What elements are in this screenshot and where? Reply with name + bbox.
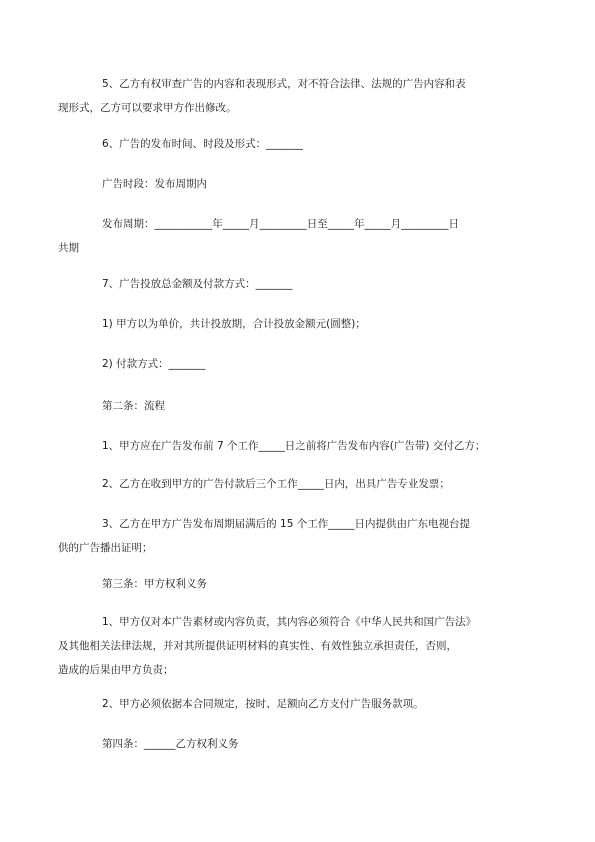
payment-method-paragraph (80, 352, 525, 376)
text-line: 2、甲方必须依据本合同规定，按时、足额向乙方支付广告服务款项。 (102, 698, 424, 710)
article-2-item-3 (58, 512, 525, 560)
text-line: 现形式，乙方可以要求甲方作出修改。 (58, 102, 237, 114)
text-line: 第四条：______乙方权利义务 (102, 738, 239, 750)
article-3-item-2 (80, 692, 525, 716)
text-line: 第三条：甲方权利义务 (102, 578, 207, 590)
text-line: 1、甲方应在广告发布前 7 个工作_____日之前将广告发布内容(广告带) 交付乙方； (102, 440, 486, 452)
text-line: 广告时段：发布周期内 (102, 178, 207, 190)
clause-6-paragraph (80, 132, 525, 156)
text-line: 及其他相关法律法规，并对其所提供证明材料的真实性、有效性独立承担责任，否则， (58, 640, 457, 652)
text-line: 7、广告投放总金额及付款方式：_______ (102, 278, 293, 290)
article-2-item-1 (80, 434, 525, 458)
text-line: 3、乙方在甲方广告发布周期届满后的 15 个工作_____日内提供由广东电视台提 (102, 518, 470, 530)
ad-time-slot-paragraph (80, 172, 525, 196)
text-line: 6、广告的发布时间、时段及形式：_______ (102, 138, 303, 150)
text-line: 发布周期：___________年_____月_________日至_____年_____月_________日 (102, 218, 459, 230)
article-4-heading (80, 732, 525, 756)
publish-period-paragraph (58, 212, 525, 260)
text-line: 2) 付款方式：_______ (102, 358, 206, 370)
article-2-item-2 (80, 472, 525, 496)
article-3-heading (80, 572, 525, 596)
text-line: 供的广告播出证明； (58, 542, 153, 554)
unit-price-paragraph (80, 312, 525, 336)
text-line: 1) 甲方以为单价，共计投放期，合计投放金额元(圆整)； (102, 318, 366, 330)
text-line: 造成的后果由甲方负责； (58, 664, 174, 676)
text-line: 1、甲方仅对本广告素材或内容负责，其内容必须符合《中华人民共和国广告法》 (102, 616, 477, 628)
text-line: 2、乙方在收到甲方的广告付款后三个工作_____日内，出具广告专业发票； (102, 478, 450, 490)
text-line: 第二条：流程 (102, 400, 165, 412)
article-2-heading (80, 394, 525, 418)
text-line: 5、乙方有权审查广告的内容和表现形式，对不符合法律、法规的广告内容和表 (102, 78, 466, 90)
text-line: 共期 (58, 242, 79, 254)
clause-7-paragraph (80, 272, 525, 296)
article-3-item-1 (58, 610, 525, 682)
clause-5-paragraph (58, 72, 525, 120)
